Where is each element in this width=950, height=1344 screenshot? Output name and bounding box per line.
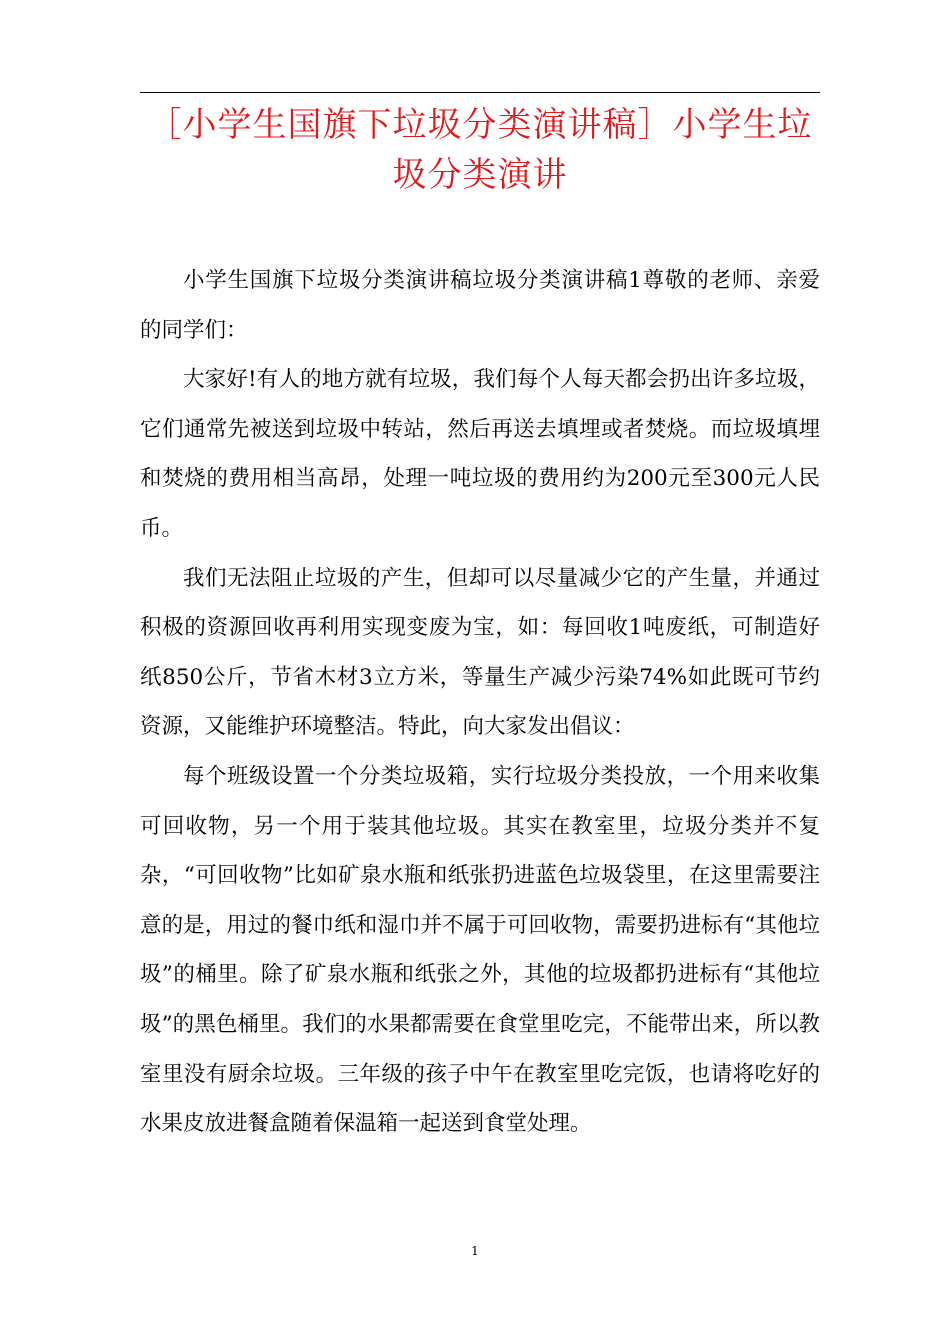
paragraph-recycling: 我们无法阻止垃圾的产生，但却可以尽量减少它的产生量，并通过积极的资源回收再利用实现变废为宝，如：每回收1吨废纸，可制造好纸850公斤，节省木材3立方米，等量生产减少污染74%如此既可节约资源，又能维护环境整洁。特此，向大家发出倡议： [140,565,820,740]
paragraph-intro: 大家好!有人的地方就有垃圾，我们每个人每天都会扔出许多垃圾，它们通常先被送到垃圾中转站，然后再送去填埋或者焚烧。而垃圾填埋和焚烧的费用相当高昂，处理一吨垃圾的费用约为200元至300元人民币。 [140,367,820,541]
paragraph-greeting: 小学生国旗下垃圾分类演讲稿垃圾分类演讲稿1尊敬的老师、亲爱的同学们： [140,268,820,343]
document-body [140,256,820,1149]
page-number: 1 [471,1244,479,1258]
paragraph-classroom-sorting: 每个班级设置一个分类垃圾箱，实行垃圾分类投放，一个用来收集可回收物，另一个用于装其他垃圾。其实在教室里，垃圾分类并不复杂，“可回收物”比如矿泉水瓶和纸张扔进蓝色垃圾袋里，在这里需要注意的是，用过的餐巾纸和湿巾并不属于可回收物，需要扔进标有“其他垃圾”的桶里。除了矿泉水瓶和纸张之外，其他的垃圾都扔进标有“其他垃圾”的黑色桶里。我们的水果都需要在食堂里吃完，不能带出来，所以教室里没有厨余垃圾。三年级的孩子中午在教室里吃完饭，也请将吃好的水果皮放进餐盒随着保温箱一起送到食堂处理。 [140,763,820,1137]
document-title: ［小学生国旗下垃圾分类演讲稿］小学生垃圾分类演讲 [147,105,813,195]
header-rule [140,92,820,93]
